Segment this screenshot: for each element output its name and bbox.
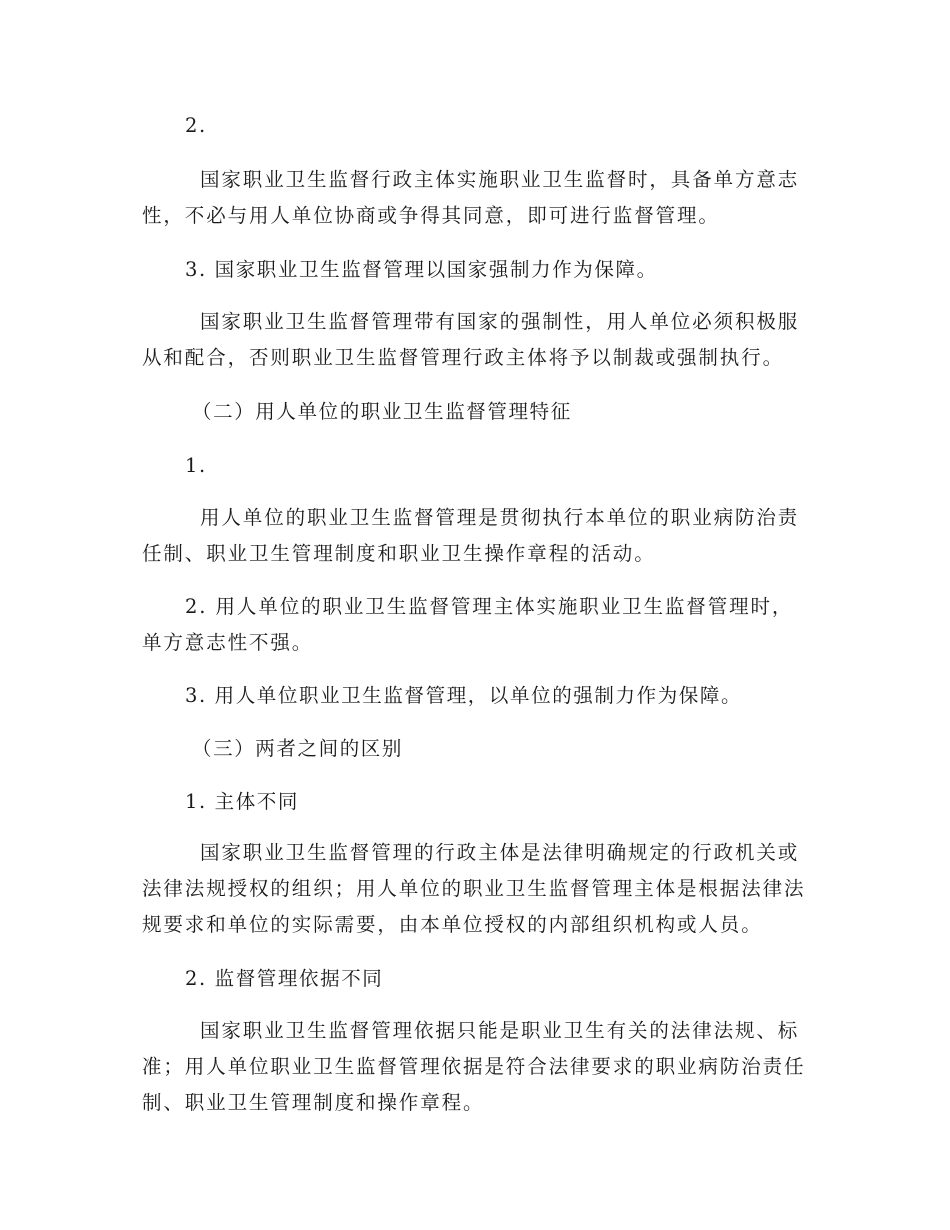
- body-paragraph: 国家职业卫生监督管理带有国家的强制性，用人单位必须积极服从和配合，否则职业卫生监督管理行政主体将予以制裁或强制执行。: [142, 310, 800, 369]
- body-paragraph: 用人单位的职业卫生监督管理是贯彻执行本单位的职业病防治责任制、职业卫生管理制度和职业卫生操作章程的活动。: [142, 506, 800, 565]
- body-paragraph: 国家职业卫生监督行政主体实施职业卫生监督时，具备单方意志性，不必与用人单位协商或争得其同意，即可进行监督管理。: [142, 168, 800, 227]
- section-heading: （三）两者之间的区别: [192, 737, 404, 760]
- section-heading: （二）用人单位的职业卫生监督管理特征: [192, 400, 572, 423]
- list-number: 1.: [185, 454, 207, 477]
- list-item-heading: 2. 监督管理依据不同: [185, 967, 384, 990]
- list-item-heading: 3. 用人单位职业卫生监督管理，以单位的强制力作为保障。: [185, 684, 743, 707]
- list-item-heading: 3. 国家职业卫生监督管理以国家强制力作为保障。: [185, 258, 658, 281]
- body-paragraph: 国家职业卫生监督管理的行政主体是法律明确规定的行政机关或法律法规授权的组织；用人单位的职业卫生监督管理主体是根据法律法规要求和单位的实际需要，由本单位授权的内部组织机构或人员。: [142, 841, 806, 936]
- list-number: 2.: [185, 114, 207, 137]
- list-item-heading: 1. 主体不同: [185, 790, 300, 813]
- body-paragraph: 国家职业卫生监督管理依据只能是职业卫生有关的法律法规、标准；用人单位职业卫生监督管理依据是符合法律要求的职业病防治责任制、职业卫生管理制度和操作章程。: [142, 1019, 806, 1114]
- list-item-paragraph: 2. 用人单位的职业卫生监督管理主体实施职业卫生监督管理时，单方意志性不强。: [142, 595, 794, 654]
